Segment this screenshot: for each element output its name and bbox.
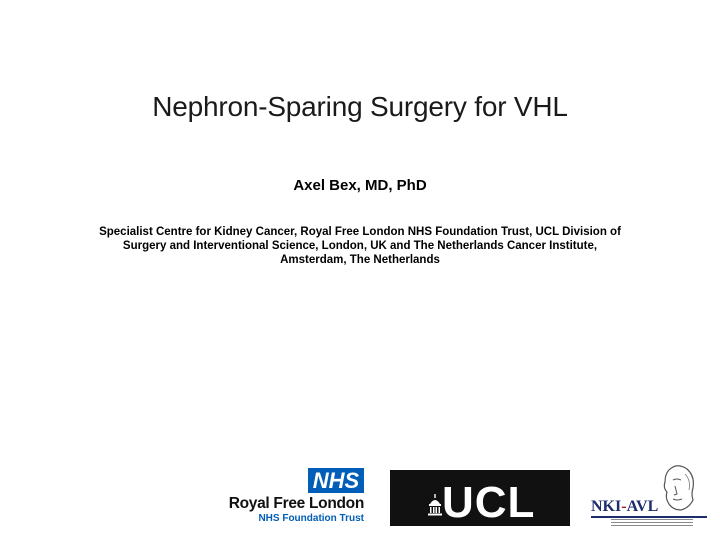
- nki-accent: AVL: [626, 498, 659, 515]
- nki-avl-logo: [591, 464, 709, 528]
- nki-name: NKI: [591, 498, 622, 515]
- nhs-badge: NHS: [308, 468, 364, 493]
- nhs-royal-free-logo: [224, 468, 364, 526]
- dome-icon: [428, 494, 442, 516]
- portrait-icon: [655, 464, 701, 512]
- nhs-trust-name: NHS Foundation Trust: [258, 513, 364, 524]
- nki-subtitle-lines: [611, 519, 693, 526]
- nhs-org-name: Royal Free London: [228, 495, 364, 512]
- author-affiliation: Specialist Centre for Kidney Cancer, Royal Free London NHS Foundation Trust, UCL Division of Surgery and Interventional Science, London, UK and The Netherlands Cancer Institute, Amsterdam, The Netherlands: [99, 226, 621, 266]
- slide-title: Nephron-Sparing Surgery for VHL: [152, 91, 568, 122]
- nki-divider: [591, 516, 707, 518]
- nki-avl-wordmark: NKI-AVL: [591, 498, 659, 515]
- author-name: Axel Bex, MD, PhD: [293, 177, 427, 194]
- ucl-logo: [390, 470, 570, 526]
- ucl-wordmark: UCL: [442, 478, 536, 527]
